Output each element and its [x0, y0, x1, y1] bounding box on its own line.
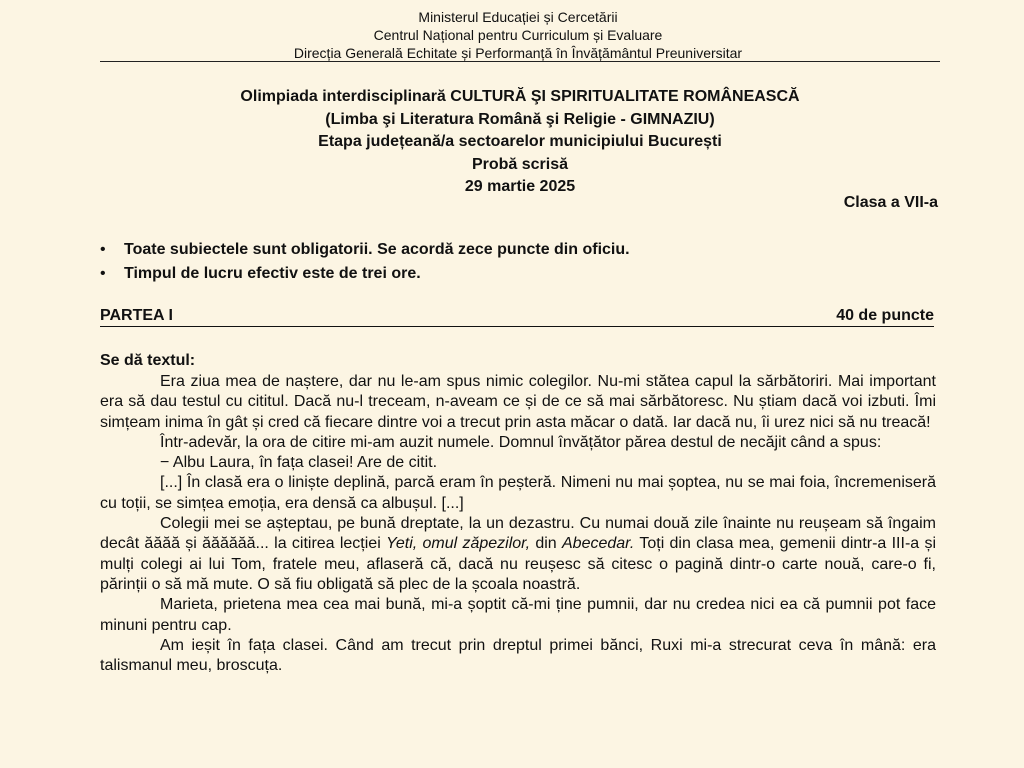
instruction-item: • Toate subiectele sunt obligatorii. Se acordă zece puncte din oficiu.	[100, 238, 936, 262]
text-paragraph: Am ieșit în fața clasei. Când am trecut prin dreptul primei bănci, Ruxi mi-a strecurat ceva în mână: era talismanul meu, broscuța.	[100, 636, 936, 675]
text-paragraph: Era ziua mea de naștere, dar nu le-am spus nimic colegilor. Nu-mi stătea capul la sărbătoriri. Mai important era să dau testul cu cititul. Dacă nu-l treceam, n-aveam ce și de ce să mai sărbătoresc. Nu știam dacă voi izbuti. Îmi simțeam inima în gât și cred că fiecare dintre voi a trecut prin asta măcar o dată. Iar dacă nu, îi urez nici să nu treacă!	[100, 373, 936, 431]
ministry-name: Ministerul Educației și Cercetării	[418, 9, 618, 25]
lesson-title: Yeti, omul zăpezilor,	[386, 535, 531, 553]
exam-page	[100, 0, 936, 768]
center-name: Centrul Național pentru Curriculum și Evaluare	[373, 27, 663, 43]
text-paragraph: Marieta, prietena mea cea mai bună, mi-a șoptit că-mi ține pumnii, dar nu credea nici ea că pumnii pot face minuni pentru cap.	[100, 596, 936, 634]
exam-title-block	[100, 86, 940, 199]
directorate-name: Direcția Generală Echitate și Performanță în Învățământul Preuniversitar	[293, 45, 743, 61]
header-divider	[100, 61, 940, 62]
exam-date: 29 martie 2025	[464, 178, 576, 195]
given-text-label: Se dă textul:	[100, 352, 196, 369]
paragraph-text: din	[535, 535, 557, 553]
olympiad-subjects: (Limba şi Literatura Română şi Religie - GIMNAZIU)	[325, 110, 715, 128]
reading-text	[100, 372, 936, 676]
exam-type: Probă scrisă	[471, 155, 569, 173]
text-paragraph: Într-adevăr, la ora de citire mi-am auzit numele. Domnul învățător părea destul de necăjit când a spus:	[160, 433, 882, 451]
document-header	[100, 0, 936, 62]
text-paragraph	[100, 514, 936, 595]
part-points: 40 de puncte	[836, 307, 934, 324]
instructions-list	[100, 238, 936, 286]
part-heading	[100, 306, 934, 327]
paragraph-text: Toți din clasa mea, gemenii dintr-a III-a și mulți colegi ai lui Tom, fratele meu, aflaseră că, dacă nu reușesc să citesc o pagină dintr-o carte nouă, care-o fi, părinții o să mă mute. O să fiu obligată să plec de la școala noastră.	[100, 535, 937, 593]
grade-label: Clasa a VII-a	[843, 194, 938, 211]
olympiad-stage: Etapa județeană/a sectoarelor municipiului București	[318, 133, 722, 150]
olympiad-title: Olimpiada interdisciplinară CULTURĂ ŞI SPIRITUALITATE ROMÂNEASCĂ	[240, 88, 800, 105]
instruction-item: • Timpul de lucru efectiv este de trei ore.	[100, 262, 936, 286]
paragraph-text: Colegii mei se așteptau, pe bună dreptate, la un dezastru. Cu numai două zile înainte nu reușeam să îngaim decât ăăăă și ăăăăăă... la citirea lecției	[100, 515, 936, 553]
text-paragraph: − Albu Laura, în fața clasei! Are de citit.	[160, 454, 438, 472]
text-paragraph: [...] În clasă era o liniște deplină, parcă eram în peșteră. Nimeni nu mai șoptea, nu se mai foia, încremeniseră cu toții, se simțea emoția, era densă ca albușul. [...]	[100, 474, 936, 512]
part-label: PARTEA I	[100, 307, 173, 324]
book-title: Abecedar.	[562, 535, 635, 553]
